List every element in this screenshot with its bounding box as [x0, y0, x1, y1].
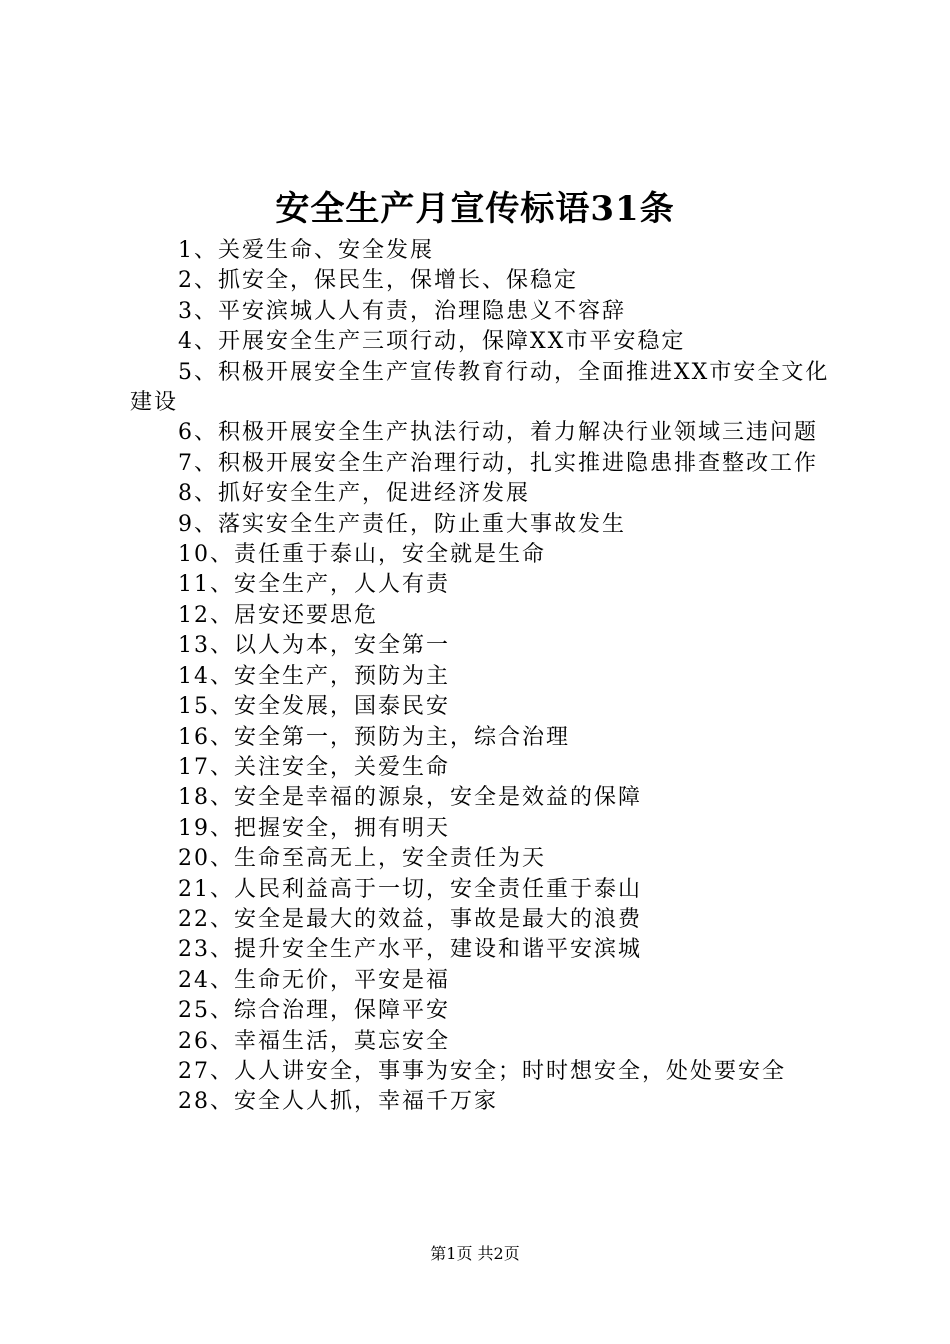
slogan-item: 3、平安滨城人人有责，治理隐患义不容辞: [178, 298, 626, 324]
slogan-item: 16、安全第一，预防为主，综合治理: [178, 724, 570, 750]
slogan-item: 25、综合治理，保障平安: [178, 998, 450, 1024]
slogan-item: 27、人人讲安全，事事为安全；时时想安全，处处要安全: [178, 1058, 786, 1084]
slogan-item: 14、安全生产，预防为主: [178, 663, 450, 689]
page-footer: 第1页 共2页: [430, 1244, 520, 1263]
slogan-item: 4、开展安全生产三项行动，保障XX市平安稳定: [178, 329, 686, 355]
slogan-item: 22、安全是最大的效益，事故是最大的浪费: [178, 906, 642, 932]
slogan-item: 7、积极开展安全生产治理行动，扎实推进隐患排查整改工作: [178, 450, 818, 476]
slogan-item: 12、居安还要思危: [178, 602, 378, 628]
slogan-item: 26、幸福生活，莫忘安全: [178, 1028, 450, 1054]
slogan-item: 28、安全人人抓，幸福千万家: [178, 1089, 498, 1115]
slogan-item: 6、积极开展安全生产执法行动，着力解决行业领域三违问题: [178, 420, 818, 446]
slogan-item: 15、安全发展，国泰民安: [178, 694, 450, 720]
slogan-item: 20、生命至高无上，安全责任为天: [178, 846, 546, 872]
slogan-item: 5、积极开展安全生产宣传教育行动，全面推进XX市安全文化建设: [130, 359, 830, 416]
slogan-item: 1、关爱生命、安全发展: [178, 238, 434, 263]
slogan-item: 23、提升安全生产水平，建设和谐平安滨城: [178, 937, 642, 963]
slogan-item: 11、安全生产，人人有责: [178, 572, 450, 598]
slogan-item: 8、抓好安全生产，促进经济发展: [178, 481, 530, 507]
slogan-item: 13、以人为本，安全第一: [178, 633, 450, 659]
slogan-list: [130, 236, 832, 1118]
slogan-item: 10、责任重于泰山，安全就是生命: [178, 542, 546, 568]
slogan-item: 18、安全是幸福的源泉，安全是效益的保障: [178, 785, 642, 811]
slogan-item: 2、抓安全，保民生，保增长、保稳定: [178, 268, 578, 294]
slogan-item: 17、关注安全，关爱生命: [178, 754, 450, 780]
document-title: 安全生产月宣传标语31条: [275, 189, 675, 229]
slogan-item: 24、生命无价，平安是福: [178, 967, 450, 993]
slogan-item: 19、把握安全，拥有明天: [178, 815, 450, 841]
slogan-item: 21、人民利益高于一切，安全责任重于泰山: [178, 876, 642, 902]
slogan-item: 9、落实安全生产责任，防止重大事故发生: [178, 511, 626, 537]
